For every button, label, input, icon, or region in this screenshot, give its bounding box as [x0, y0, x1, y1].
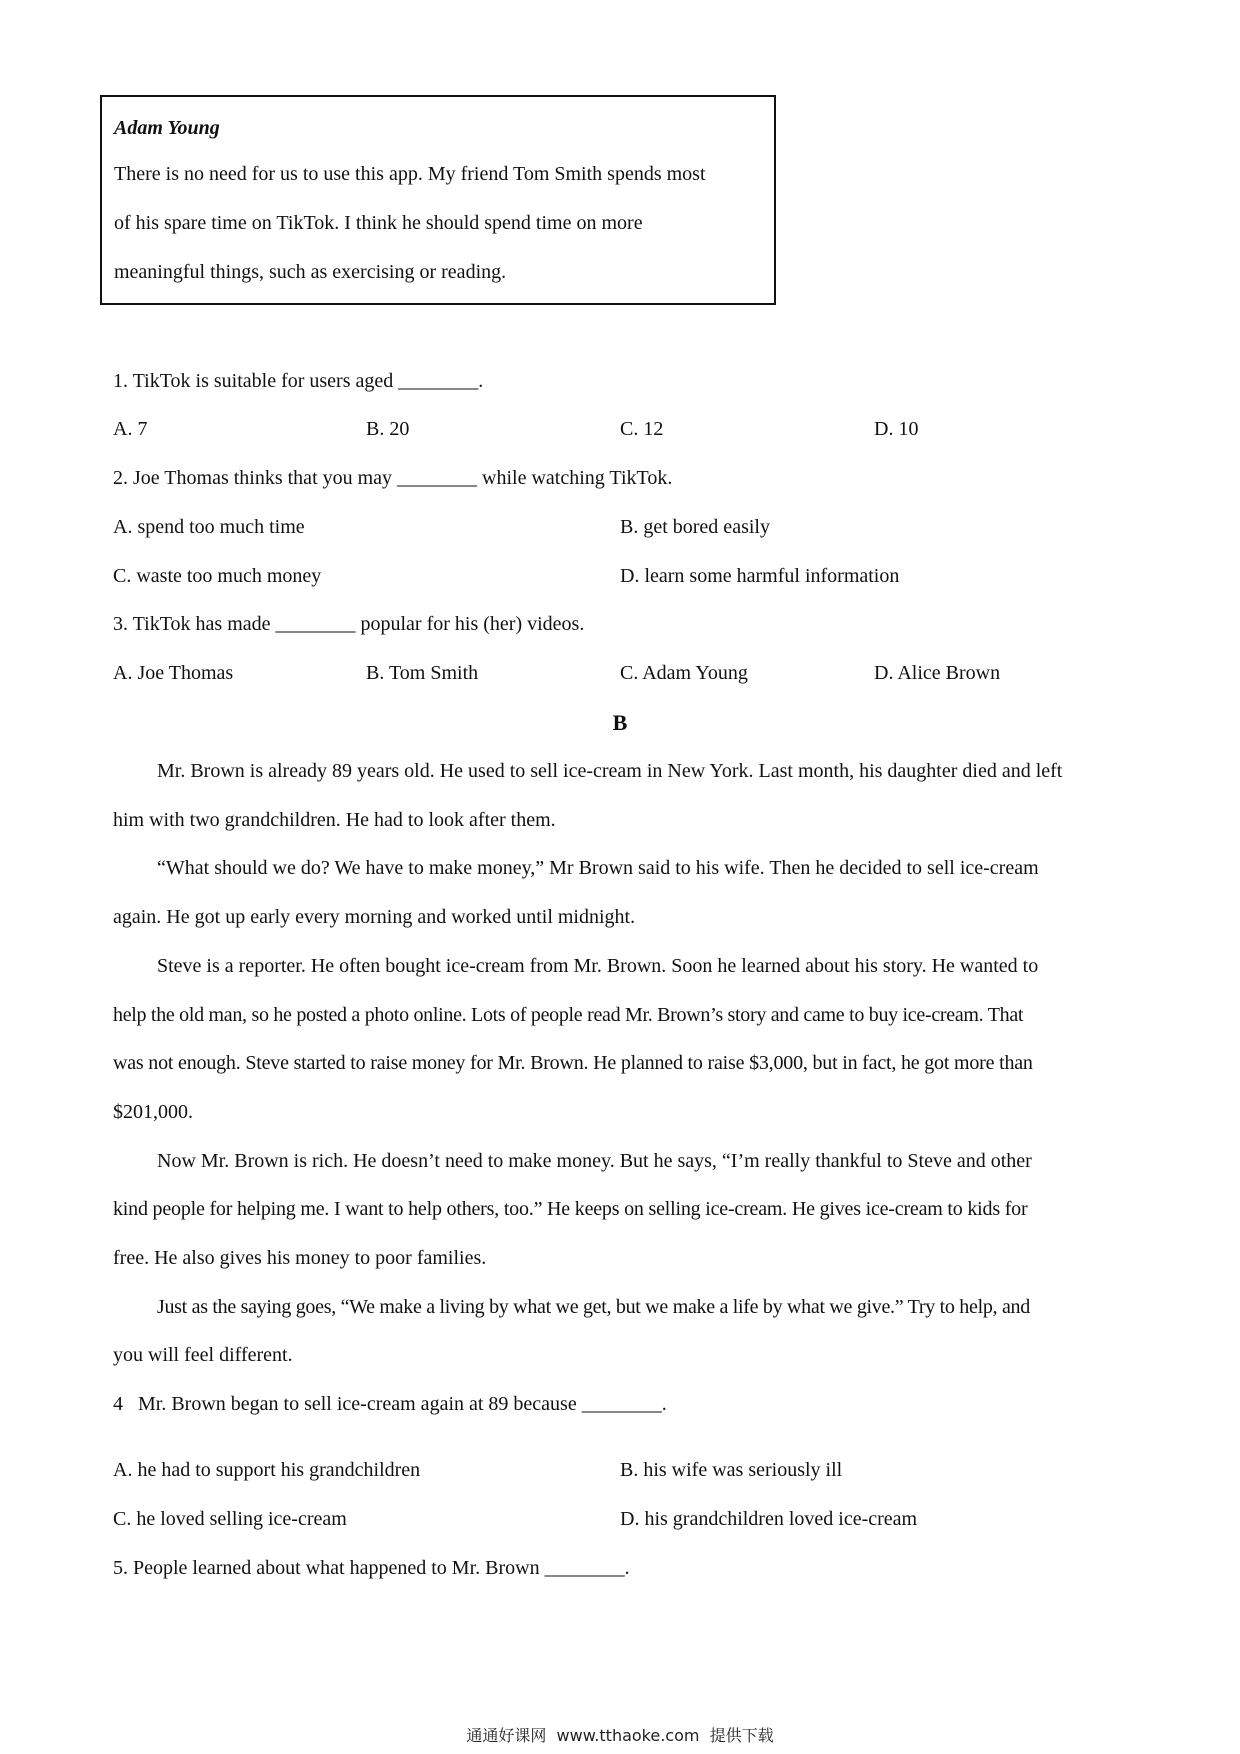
option: A. Joe Thomas: [113, 662, 234, 684]
passage-line: free. He also gives his money to poor families.: [113, 1247, 487, 1269]
comment-line: of his spare time on TikTok. I think he should spend time on more: [114, 212, 643, 234]
passage-line: kind people for helping me. I want to help others, too.” He keeps on selling ice-cream. He gives ice-cream to kids for: [113, 1198, 1028, 1220]
section-heading: B: [612, 710, 628, 735]
passage-line: again. He got up early every morning and worked until midnight.: [113, 906, 636, 928]
question-stem: 3. TikTok has made ________ popular for his (her) videos.: [113, 613, 585, 635]
comment-box: [100, 95, 776, 305]
question-stem: 1. TikTok is suitable for users aged ________.: [113, 370, 484, 392]
option: B. Tom Smith: [366, 662, 479, 684]
footer-text: 通通好课网 www.tthaoke.com 提供下载: [466, 1726, 774, 1745]
question-stem: 2. Joe Thomas thinks that you may ________ while watching TikTok.: [113, 467, 673, 489]
passage-line: $201,000.: [113, 1101, 193, 1123]
passage-line: help the old man, so he posted a photo online. Lots of people read Mr. Brown’s story and came to buy ice-cream. That: [113, 1004, 1024, 1026]
option: C. waste too much money: [113, 565, 322, 587]
passage-line: you will feel different.: [113, 1344, 293, 1366]
option: B. get bored easily: [620, 516, 770, 538]
option: D. his grandchildren loved ice-cream: [620, 1508, 918, 1530]
question-stem: 5. People learned about what happened to Mr. Brown ________.: [113, 1557, 630, 1579]
option: D. learn some harmful information: [620, 565, 900, 587]
passage-line: “What should we do? We have to make money,” Mr Brown said to his wife. Then he decided to sell ice-cream: [157, 857, 1039, 879]
option: C. Adam Young: [620, 662, 748, 684]
passage-line: Mr. Brown is already 89 years old. He used to sell ice-cream in New York. Last month, his daughter died and left: [157, 760, 1063, 782]
option: A. spend too much time: [113, 516, 305, 538]
option: C. he loved selling ice-cream: [113, 1508, 347, 1530]
option: B. his wife was seriously ill: [620, 1459, 843, 1481]
option: D. Alice Brown: [874, 662, 1001, 684]
option: A. 7: [113, 418, 148, 440]
option: B. 20: [366, 418, 410, 440]
passage-line: Steve is a reporter. He often bought ice-cream from Mr. Brown. Soon he learned about his story. He wanted to: [157, 955, 1039, 977]
option: D. 10: [874, 418, 919, 440]
option: C. 12: [620, 418, 664, 440]
comment-line: meaningful things, such as exercising or reading.: [114, 261, 507, 283]
passage-line: was not enough. Steve started to raise money for Mr. Brown. He planned to raise $3,000, but in fact, he got more than: [113, 1052, 1033, 1074]
commenter-name: Adam Young: [114, 117, 220, 139]
comment-line: There is no need for us to use this app. My friend Tom Smith spends most: [114, 163, 706, 185]
option: A. he had to support his grandchildren: [113, 1459, 421, 1481]
question-stem: 4 Mr. Brown began to sell ice-cream again at 89 because ________.: [113, 1393, 667, 1415]
passage-line: Now Mr. Brown is rich. He doesn’t need to make money. But he says, “I’m really thankful to Steve and other: [157, 1150, 1032, 1172]
passage-line: Just as the saying goes, “We make a living by what we get, but we make a life by what we give.” Try to help, and: [157, 1296, 1030, 1318]
passage-line: him with two grandchildren. He had to look after them.: [113, 809, 556, 831]
